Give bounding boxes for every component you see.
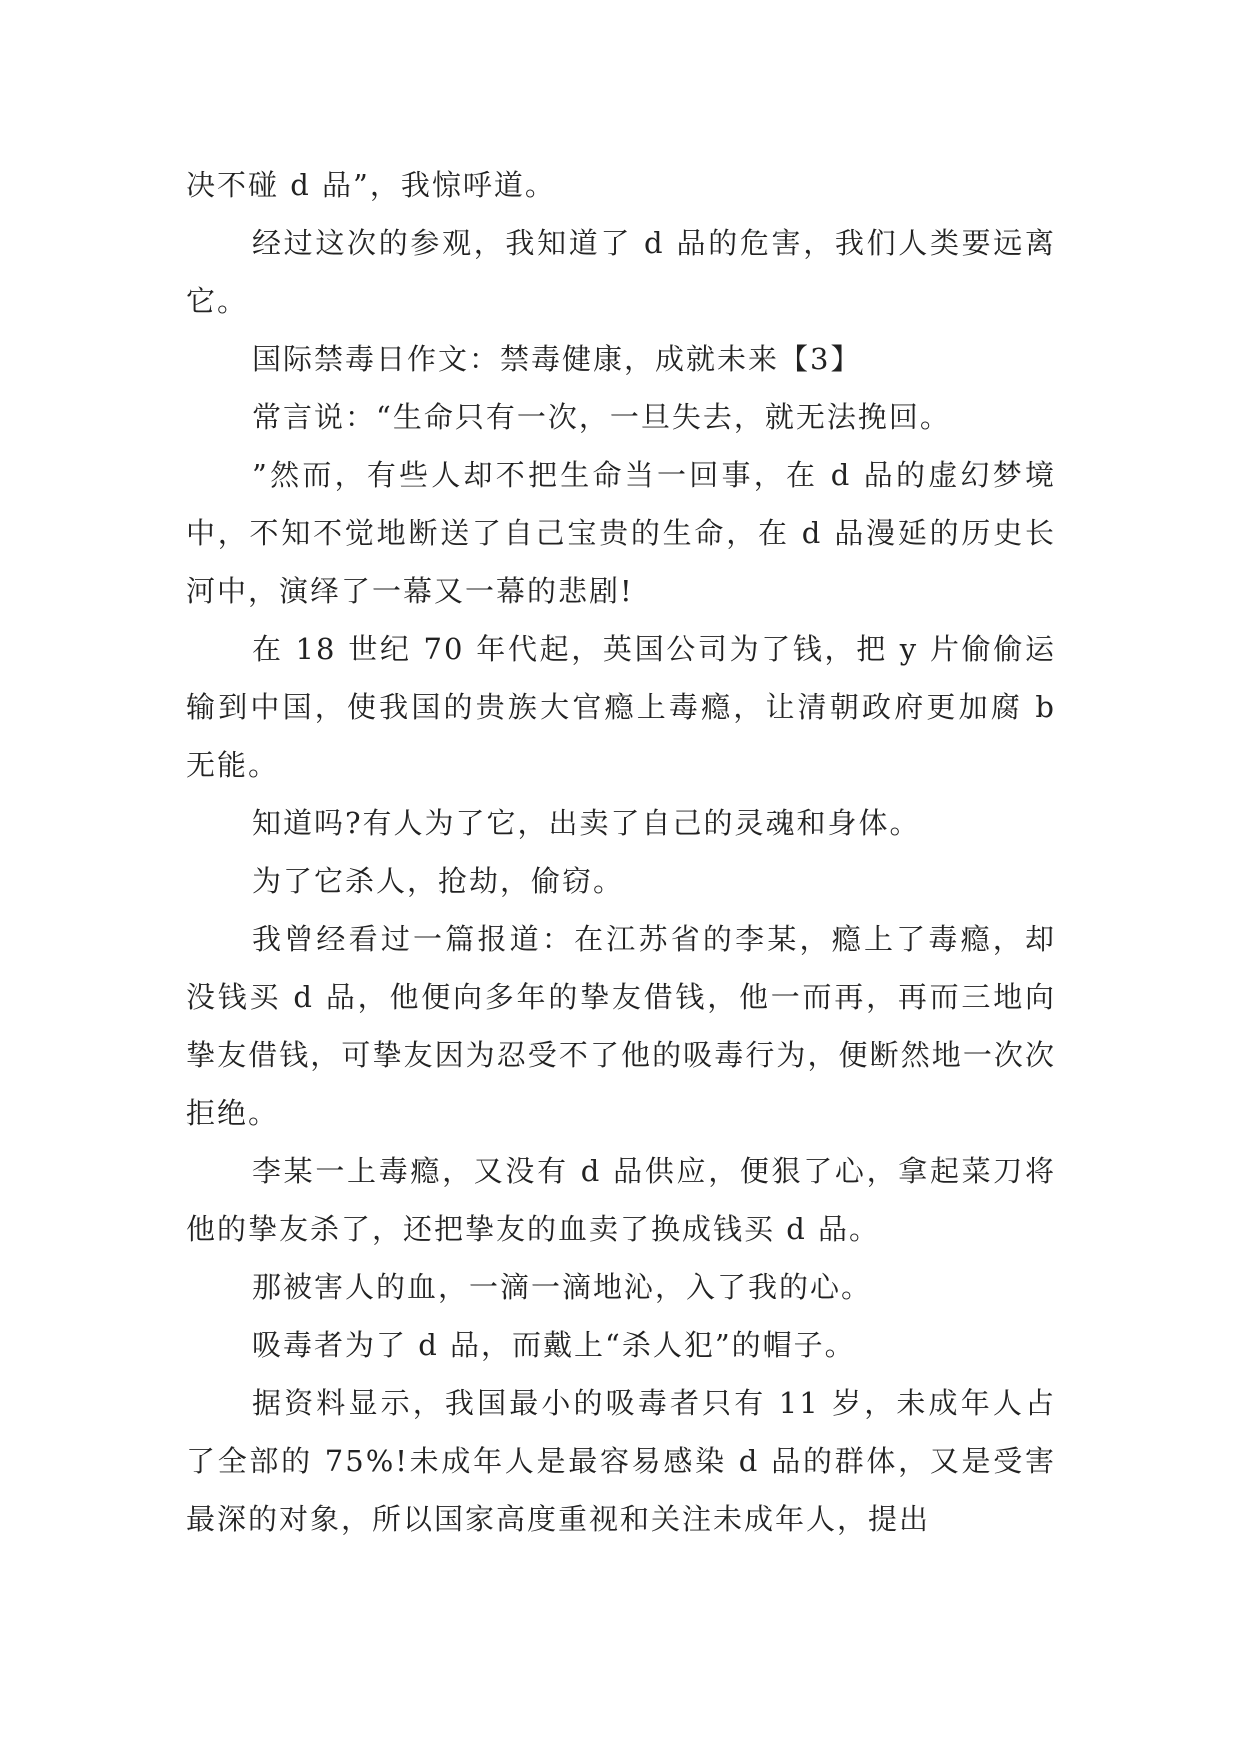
paragraph: 决不碰 d 品”，我惊呼道。	[186, 168, 556, 202]
section-heading: 国际禁毒日作文：禁毒健康，成就未来【3】	[252, 342, 862, 376]
paragraph: 在 18 世纪 70 年代起，英国公司为了钱，把 y 片偷偷运输到中国，使我国的贵族大官瘾上毒瘾，让清朝政府更加腐 b 无能。	[186, 632, 1056, 782]
paragraph: ”然而，有些人却不把生命当一回事，在 d 品的虚幻梦境中，不知不觉地断送了自己宝贵的生命，在 d 品漫延的历史长河中，演绎了一幕又一幕的悲剧!	[186, 458, 1056, 608]
paragraph: 据资料显示，我国最小的吸毒者只有 11 岁，未成年人占了全部的 75%!未成年人是最容易感染 d 品的群体，又是受害最深的对象，所以国家高度重视和关注未成年人，提出	[186, 1386, 1056, 1536]
paragraph: 我曾经看过一篇报道：在江苏省的李某，瘾上了毒瘾，却没钱买 d 品，他便向多年的挚友借钱，他一而再，再而三地向挚友借钱，可挚友因为忍受不了他的吸毒行为，便断然地一次次拒绝。	[186, 922, 1056, 1130]
paragraph: 李某一上毒瘾，又没有 d 品供应，便狠了心，拿起菜刀将他的挚友杀了，还把挚友的血卖了换成钱买 d 品。	[186, 1154, 1056, 1246]
paragraph: 知道吗?有人为了它，出卖了自己的灵魂和身体。	[252, 806, 921, 840]
paragraph: 吸毒者为了 d 品，而戴上“杀人犯”的帽子。	[252, 1328, 856, 1362]
paragraph: 常言说：“生命只有一次，一旦失去，就无法挽回。	[252, 400, 951, 434]
paragraph: 为了它杀人，抢劫，偷窃。	[252, 864, 625, 898]
paragraph: 经过这次的参观，我知道了 d 品的危害，我们人类要远离它。	[186, 226, 1056, 318]
paragraph: 那被害人的血，一滴一滴地沁，入了我的心。	[252, 1270, 873, 1304]
document-body	[186, 156, 1056, 1548]
